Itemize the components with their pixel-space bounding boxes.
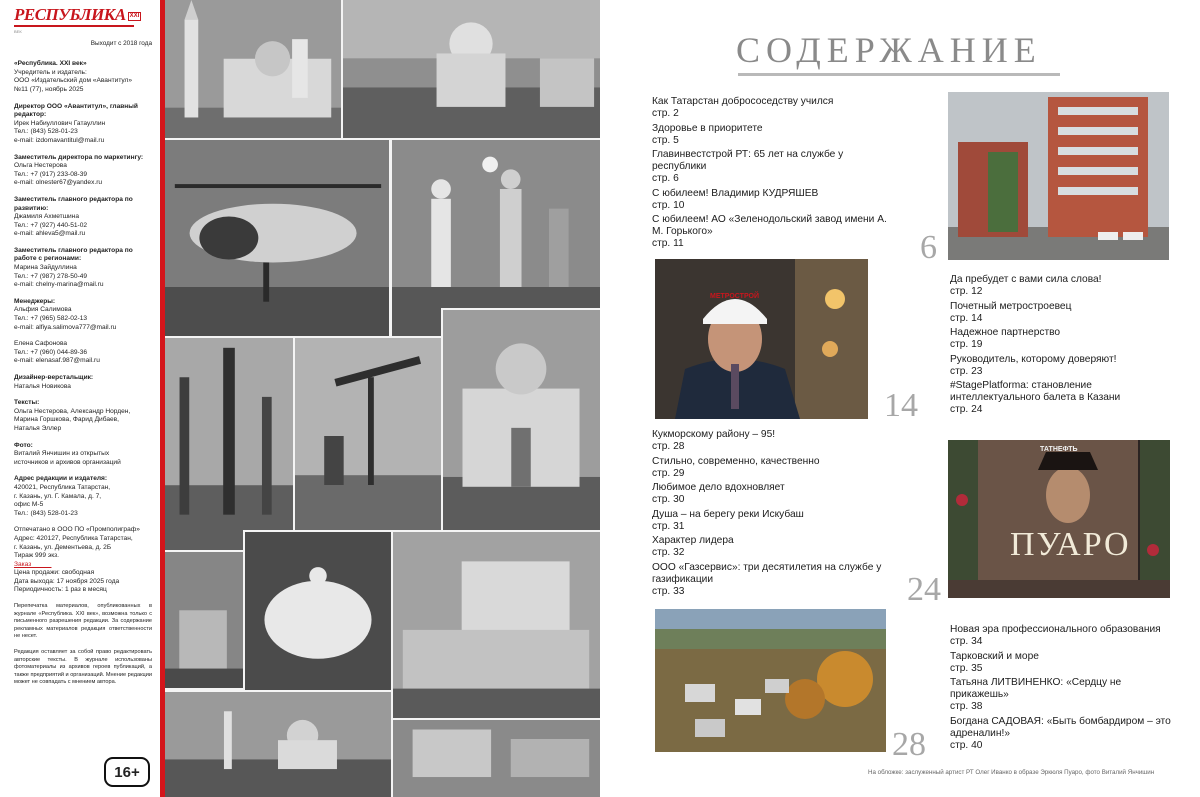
logo-tagline: ВЕК	[14, 29, 22, 34]
imprint-heading: Заместитель главного редактора по работе с регионами:	[14, 246, 133, 263]
toc-entry[interactable]	[652, 214, 892, 250]
toc-entry-title: Новая эра профессионального образования	[950, 624, 1161, 635]
toc-entry-title: Любимое дело вдохновляет	[652, 482, 785, 493]
toc-column-1	[652, 96, 892, 253]
toc-entry[interactable]	[950, 354, 1180, 378]
magazine-logo	[14, 6, 152, 24]
imprint-block	[14, 475, 152, 518]
tower-construction-photo	[165, 550, 245, 690]
toc-entry[interactable]	[950, 624, 1180, 648]
toc-entry[interactable]	[950, 716, 1180, 752]
street-view-photo	[391, 718, 600, 797]
toc-entry-title: С юбилеем! Владимир КУДРЯШЕВ	[652, 187, 819, 199]
imprint-line: Тел.: (843) 528-01-23	[14, 128, 78, 136]
poster-brand-text: ТАТНЕФТЬ	[1040, 446, 1078, 453]
order-number: Заказ _____	[14, 560, 52, 568]
title-underline	[738, 73, 1060, 76]
toc-entry-page: стр. 14	[950, 312, 983, 324]
toc-entry-page: стр. 30	[652, 494, 685, 505]
logo-century-badge: XXI	[129, 13, 140, 19]
toc-entry-page: стр. 6	[652, 173, 679, 184]
imprint-line: Тел.: (843) 528-01-23	[14, 509, 78, 517]
imprint-line: e-mail: elenasaf.987@mail.ru	[14, 357, 100, 365]
toc-entry-page: стр. 38	[950, 701, 983, 712]
toc-entry-title: #StagePlatforma: становление интеллектуального балета в Казани	[950, 380, 1121, 403]
imprint-line: Марина Зайдуллина	[14, 264, 77, 272]
page-number-6: 6	[920, 229, 937, 266]
toc-entry-page: стр. 12	[950, 286, 983, 297]
toc-entry[interactable]	[652, 96, 892, 120]
imprint-line: Тел.: +7 (917) 233-08-39	[14, 170, 88, 178]
toc-entry-title: Как Татарстан добрососедству учился	[652, 96, 834, 107]
toc-entry-title: Здоровье в приоритете	[652, 122, 763, 134]
toc-entry[interactable]	[652, 123, 892, 147]
imprint-line: e-mail: izdomavantitul@mail.ru	[14, 136, 105, 144]
toc-column-3	[950, 274, 1180, 419]
toc-column-2	[652, 429, 892, 600]
imprint-block	[14, 154, 152, 188]
imprint-block	[14, 103, 152, 146]
imprint-line: Елена Сафонова	[14, 340, 68, 348]
imprint-heading: Фото:	[14, 441, 33, 449]
toc-entry-title: Надежное партнерство	[950, 327, 1061, 338]
ministry-building-photo	[441, 308, 600, 532]
toc-entry-title: С юбилеем! АО «Зеленодольский завод имени А. М. Горького»	[652, 214, 887, 237]
imprint-line: Ольга Нестерова	[14, 162, 67, 170]
imprint-line: e-mail: alfiya.salimova777@mail.ru	[14, 323, 117, 331]
toc-entry[interactable]	[950, 274, 1180, 298]
kazan-kremlin-photo	[165, 690, 393, 797]
imprint-line: e-mail: chelny-marina@mail.ru	[14, 281, 104, 289]
editorial-notice: Редакция оставляет за собой право редактировать авторские тексты. В журнале использованы фотоматериалы из архивов героев публикаций, а также предприятий и организаций. Мнение редакции может не совпадать с мнением автора.	[14, 649, 153, 686]
print-line: Отпечатано в ООО ПО «Промполиграф»	[14, 526, 140, 534]
toc-entry-title: Татьяна ЛИТВИНЕНКО: «Сердцу не прикажешь»	[950, 677, 1122, 700]
print-lines-2	[14, 569, 152, 595]
toc-entry-page: стр. 33	[652, 585, 685, 597]
toc-entry[interactable]	[652, 482, 892, 506]
imprint-block	[14, 374, 152, 391]
imprint-line: №11 (77), ноябрь 2025	[14, 85, 84, 93]
page-number-14: 14	[884, 387, 918, 424]
print-line: г. Казань, ул. Дементьева, д. 2Б	[14, 543, 112, 551]
toc-column-4	[950, 624, 1180, 754]
imprint-line: Тел.: +7 (960) 044-89-36	[14, 348, 88, 356]
helicopter-factory-photo	[165, 138, 391, 338]
helmet-logo-text: МЕТРОСТРОЙ	[710, 293, 760, 300]
toc-entry-page: стр. 24	[950, 404, 983, 415]
print-lines	[14, 526, 152, 560]
print-line: Периодичность: 1 раз в месяц	[14, 586, 107, 594]
metro-builder-portrait-photo	[655, 259, 868, 419]
toc-entry-page: стр. 28	[652, 441, 685, 452]
imprint-line: ООО «Издательский дом «Авантитул»	[14, 77, 133, 85]
print-line: Тираж 999 экз.	[14, 552, 60, 560]
village-landscape-photo	[655, 609, 886, 752]
toc-entry-title: Руководитель, которому доверяют!	[950, 353, 1117, 365]
oil-pump-photo	[293, 336, 443, 536]
cover-caption: На обложке: заслуженный артист РТ Олег Иванко в образе Эркюля Пуаро, фото Виталий Янчишин	[868, 769, 1155, 776]
toc-entry[interactable]	[652, 509, 892, 533]
imprint-block	[14, 60, 152, 94]
toc-entry-page: стр. 31	[652, 520, 685, 532]
imprint-heading: Тексты:	[14, 399, 40, 407]
imprint-line: Ирек Набиуллович Гатауллин	[14, 119, 106, 127]
toc-entry-page: стр. 5	[652, 134, 679, 146]
toc-entry-title: Душа – на берегу реки Искубаш	[652, 508, 804, 520]
imprint-line: Учредитель и издатель:	[14, 68, 87, 76]
imprint-line: e-mail: ahleva5@mail.ru	[14, 230, 86, 238]
page-number-28: 28	[892, 726, 926, 763]
logo-wordmark: РЕСПУБЛИКА	[14, 5, 126, 24]
print-info	[14, 526, 152, 595]
toc-entry-title: Характер лидера	[652, 535, 734, 546]
imprint-column	[0, 0, 160, 797]
contents-page	[600, 0, 1200, 797]
imprint-block	[14, 442, 152, 468]
toc-entry[interactable]	[652, 188, 892, 212]
imprint-line: 420021, Республика Татарстан,	[14, 483, 111, 491]
toc-entry-page: стр. 19	[950, 339, 983, 350]
logo-underline	[14, 25, 134, 27]
poster-title-text: ПУАРО	[1010, 526, 1131, 563]
imprint-heading: Менеджеры:	[14, 297, 56, 305]
imprint-block	[14, 247, 152, 290]
toc-entry-title: Стильно, современно, качественно	[652, 455, 820, 467]
print-line: Дата выхода: 17 ноября 2025 года	[14, 577, 120, 585]
imprint-blocks	[14, 60, 152, 518]
page-number-24: 24	[907, 571, 941, 608]
imprint-line: офис М-5	[14, 501, 44, 509]
imprint-heading: Адрес редакции и издателя:	[14, 475, 108, 483]
city-buildings-photo	[391, 530, 600, 720]
toc-entry-title: Кукморскому району – 95!	[652, 429, 776, 440]
toc-entry[interactable]	[950, 301, 1180, 325]
industrial-chimneys-photo	[165, 336, 295, 552]
since-year: Выходит с 2018 года	[90, 39, 152, 47]
imprint-line: г. Казань, ул. Г. Камала, д. 7,	[14, 492, 102, 500]
toc-entry-page: стр. 40	[950, 739, 983, 751]
imprint-line: Наталья Новикова	[14, 382, 71, 390]
poirot-poster-photo	[948, 440, 1170, 598]
imprint-line: Виталий Янчишин из открытых	[14, 450, 110, 458]
copyright-notice: Перепечатка материалов, опубликованных в журнале «Республика. XXI век», возможна только с письменного разрешения редакции. За содержание рекламных материалов редакция ответственности не несет.	[14, 603, 152, 640]
toc-entry[interactable]	[652, 535, 892, 559]
toc-entry-title: Главинвестстрой РТ: 65 лет на службе у республики	[652, 149, 844, 172]
toc-entry-title: Почетный метростроевец	[950, 300, 1072, 312]
imprint-heading: Директор ООО «Авантитул», главный редактор:	[14, 102, 138, 119]
photo-collage	[165, 0, 600, 797]
imprint-block	[14, 298, 152, 366]
ballet-dancer-photo	[243, 530, 393, 692]
imprint-block	[14, 399, 152, 433]
toc-entry[interactable]	[950, 327, 1180, 351]
cathedral-island-photo	[341, 0, 600, 140]
toc-entry-title: Богдана САДОВАЯ: «Быть бомбардиром – это адреналин!»	[950, 715, 1171, 739]
toc-entry-title: Тарковский и море	[950, 650, 1039, 662]
imprint-heading: Заместитель главного редактора по развитию:	[14, 195, 133, 212]
toc-entry[interactable]	[950, 677, 1180, 713]
toc-entry-page: стр. 11	[652, 238, 684, 249]
print-line: Адрес: 420127, Республика Татарстан,	[14, 534, 133, 542]
toc-entry[interactable]	[652, 562, 892, 598]
toc-entry-page: стр. 35	[950, 662, 983, 674]
age-rating-badge: 16+	[104, 757, 150, 787]
imprint-line: Наталья Эллер	[14, 424, 62, 432]
toc-entry-page: стр. 29	[652, 467, 685, 479]
imprint-line: Марина Горшкова, Фарид Дибаев,	[14, 416, 120, 424]
toc-entry-title: Да пребудет с вами сила слова!	[950, 274, 1102, 285]
imprint-heading: «Республика. XXI век»	[14, 60, 87, 68]
page-title: СОДЕРЖАНИЕ	[736, 30, 1042, 70]
toc-entry[interactable]	[652, 456, 892, 480]
imprint-line: Тел.: +7 (987) 278-50-49	[14, 272, 88, 280]
toc-entry[interactable]	[950, 651, 1180, 675]
toc-entry-page: стр. 10	[652, 199, 685, 211]
imprint-line: Альфия Салимова	[14, 306, 72, 314]
office-building-photo	[948, 92, 1169, 260]
imprint-line: Тел.: +7 (927) 440-51-02	[14, 221, 88, 229]
imprint-line: Ольга Нестерова, Александр Норден,	[14, 407, 131, 415]
toc-entry-page: стр. 32	[652, 547, 685, 558]
toc-entry[interactable]	[652, 149, 892, 185]
imprint-line	[14, 332, 152, 340]
imprint-block	[14, 196, 152, 239]
imprint-line: Тел.: +7 (965) 582-02-13	[14, 315, 88, 323]
print-line: Цена продажи: свободная	[14, 569, 95, 577]
imprint-line: e-mail: olnester67@yandex.ru	[14, 179, 103, 187]
imprint-heading: Дизайнер-верстальщик:	[14, 374, 94, 381]
toc-entry-page: стр. 23	[950, 365, 983, 377]
imprint-line: Джамиля Ахметшина	[14, 213, 79, 221]
toc-entry-page: стр. 2	[652, 108, 679, 119]
toc-entry-page: стр. 34	[950, 636, 983, 647]
imprint-heading: Заместитель директора по маркетингу:	[14, 153, 144, 161]
imprint-line: источников и архивов организаций	[14, 458, 121, 466]
toc-entry-title: ООО «Газсервис»: три десятилетия на службе у газификации	[652, 561, 882, 585]
toc-entry[interactable]	[652, 429, 892, 453]
toc-entry[interactable]	[950, 380, 1180, 416]
